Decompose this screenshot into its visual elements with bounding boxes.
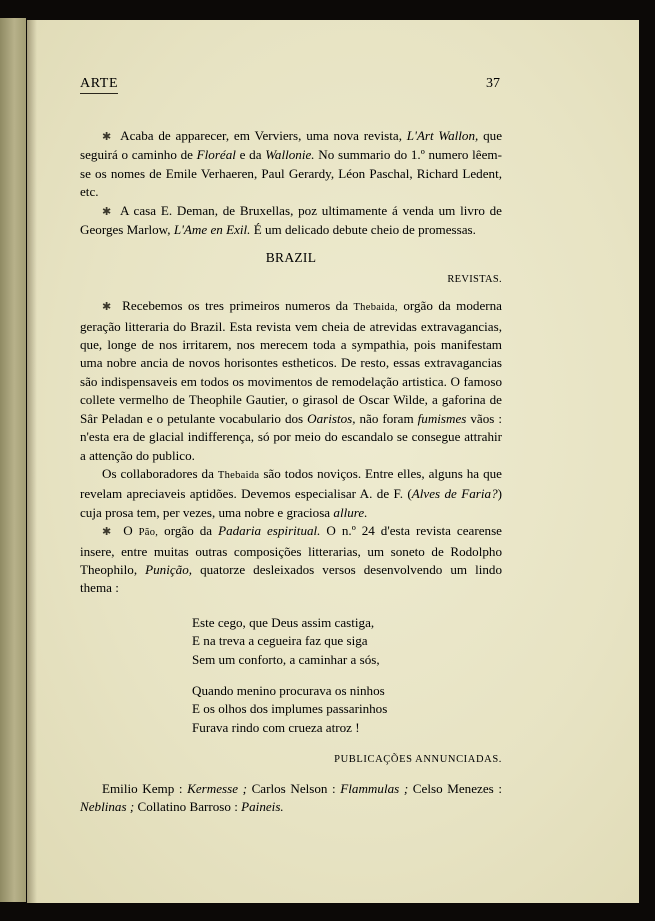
gutter-shadow <box>27 20 37 903</box>
text-run: No summario do 1.º numero lêem-se os nomes de Emile Verhaeren, Paul Gerardy, Léon Paschal, Richard Ledent, etc. <box>80 147 502 200</box>
text-run: orgão da <box>158 523 219 539</box>
paragraph-text <box>80 466 502 520</box>
facing-page-edge <box>0 18 26 902</box>
text-run: É um delicado debute cheio de promessas. <box>250 222 476 238</box>
text-run: não foram <box>355 410 418 426</box>
section-heading-brazil: BRAZIL <box>265 250 317 266</box>
italic-text: Alves de Faria? <box>411 486 498 502</box>
paragraph-text <box>80 781 502 814</box>
text-run: e da <box>235 147 266 163</box>
paragraph-text <box>80 128 502 199</box>
text-run: Collatino Barroso : <box>134 799 242 814</box>
poem-line: Quando menino procurava os ninhos <box>192 682 385 698</box>
italic-text: L'Ame en Exil. <box>173 222 251 238</box>
asterisk-marker: ✱ <box>102 301 112 314</box>
italic-text: allure. <box>333 504 368 520</box>
paragraph-text <box>80 523 502 595</box>
poem-line: Sem um conforto, a caminhar a sós, <box>192 651 380 667</box>
text-run: A casa E. Deman, de Bruxellas, poz ultimamente á venda um livro de Georges Marlow, <box>80 202 502 238</box>
italic-text: Flammulas ; <box>340 780 409 796</box>
text-run: Acaba de apparecer, em Verviers, uma nova revista, <box>120 128 407 143</box>
paragraph-text <box>80 298 502 462</box>
paragraph <box>80 202 502 240</box>
text-run: Emilio Kemp : <box>102 780 188 796</box>
poem-line: Furava rindo com crueza atroz ! <box>192 719 360 735</box>
poem-line: E os olhos dos implumes passarinhos <box>192 701 388 717</box>
text-run: são todos noviços. Entre elles, alguns ha que revelam apreciaveis aptidões. Devemos especialisar A. de F. ( <box>80 465 502 502</box>
text-run: Carlos Nelson : <box>246 780 341 796</box>
text-run: vãos : n'esta era de glacial indifferença, só por meio do escandalo se consegue attrahir a attenção do publico. <box>80 410 502 463</box>
text-run: ) cuja prosa tem, per vezes, uma nobre e graciosa <box>80 486 502 520</box>
poem-line: E na treva a cegueira faz que siga <box>192 633 368 649</box>
subsection-heading-revistas: REVISTAS. <box>447 273 502 285</box>
small-caps-text: Pão, <box>138 527 159 539</box>
italic-text: Paineis. <box>241 799 284 814</box>
poem <box>192 614 502 737</box>
poem-stanza <box>192 682 502 737</box>
text-run: orgão da moderna geração litteraria do Brazil. Esta revista vem cheia de atrevidas extravagancias, que, longe de nos irritarem, nos merecem toda a sympathia, pois manifestam uma nobre ancia de novos horisontes estheticos. De resto, essas extravagancias são indispensaveis em todos os movimentos de remodelação artistica. O famoso collete vermelho de Theophile Gautier, o girasol de Oscar Wilde, a gaforina de Sâr Peladan e o petulante vocabulario dos <box>80 298 502 426</box>
paragraph <box>80 780 502 817</box>
page-body <box>80 127 502 816</box>
italic-text: Neblinas ; <box>80 799 135 814</box>
poem-stanza <box>192 614 502 669</box>
text-run: Recebemos os tres primeiros numeros da <box>122 298 354 314</box>
italic-text: Oaristos, <box>307 410 356 426</box>
page-number: 37 <box>486 76 500 91</box>
paragraph <box>80 465 502 522</box>
page-header <box>80 76 500 104</box>
italic-text: Padaria espiritual. <box>218 523 321 539</box>
asterisk-marker: ✱ <box>102 526 112 539</box>
italic-text: Floréal <box>196 147 236 163</box>
paragraph <box>80 522 502 598</box>
paragraph <box>80 297 502 465</box>
small-caps-text: Thebaida <box>217 469 260 481</box>
italic-text: Punição, <box>145 561 193 577</box>
italic-text: Wallonie. <box>265 147 315 163</box>
text-run: que seguirá o caminho de <box>80 128 503 163</box>
italic-text: L'Art Wallon, <box>406 128 479 143</box>
subsection-heading-publicacoes: PUBLICAÇÕES ANNUNCIADAS. <box>334 754 502 766</box>
running-head: ARTE <box>80 76 118 94</box>
text-run: Celso Menezes : <box>408 780 502 796</box>
paragraph-text <box>80 203 502 237</box>
text-run: O <box>123 523 139 539</box>
italic-text: Kermesse ; <box>187 780 247 796</box>
small-caps-text: Thebaida, <box>353 302 398 314</box>
italic-text: fumismes <box>417 410 467 426</box>
text-run: Os collaboradores da <box>102 465 218 481</box>
asterisk-marker: ✱ <box>102 205 112 218</box>
text-run: O n.º 24 d'esta revista cearense insere, entre muitas outras composições litterarias, um soneto de Rodolpho Theophilo, <box>80 523 502 577</box>
text-run: quatorze desleixados versos desenvolvendo um lindo thema : <box>80 561 502 596</box>
asterisk-marker: ✱ <box>102 131 112 143</box>
paragraph <box>80 127 502 202</box>
poem-line: Este cego, que Deus assim castiga, <box>192 614 375 630</box>
